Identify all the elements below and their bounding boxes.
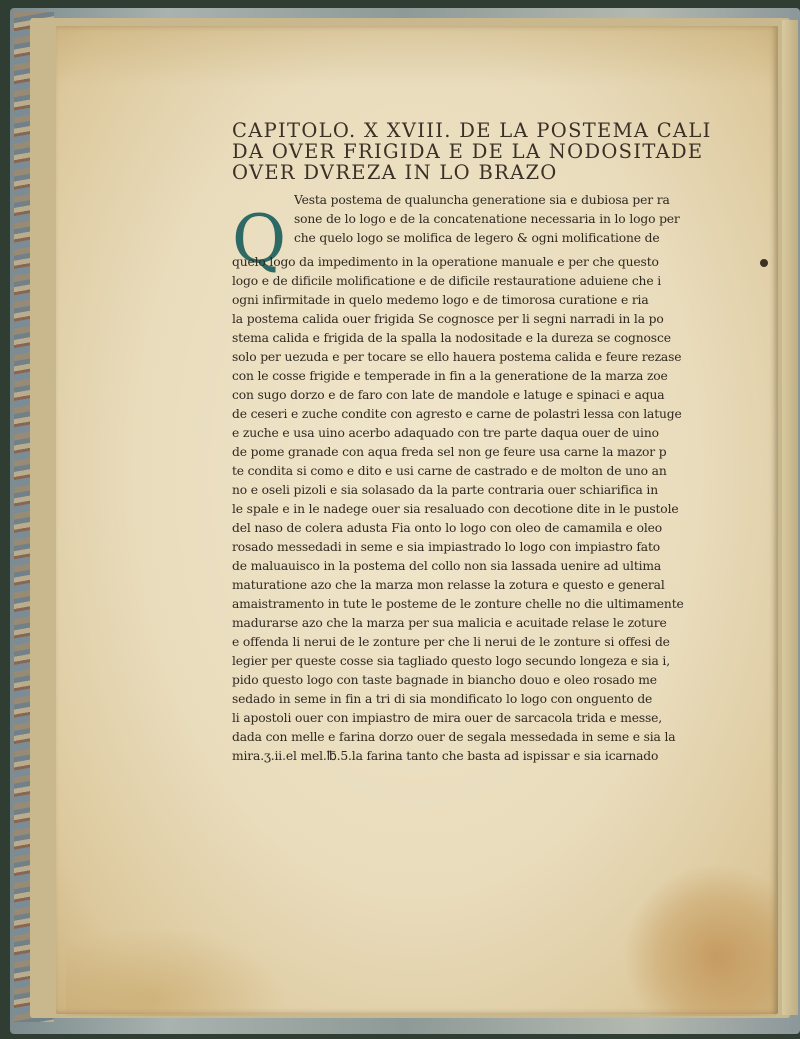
decorated-initial: Q <box>232 201 287 278</box>
text-line: sone de lo logo e de la concatenatione necessaria in lo logo per <box>294 212 680 226</box>
text-line: rosado messedadi in seme e sia impiastrado lo logo con impiastro fato <box>232 540 661 554</box>
text-line: amaistramento in tute le posteme de le zonture chelle no die ultimamente <box>232 597 684 611</box>
heading-line: CAPITOLO. X XVIII. DE LA POSTEMA CALI <box>232 119 712 142</box>
ink-blot <box>760 259 768 267</box>
text-line: con le cosse frigide e temperade in fin a la generatione de la marza zoe <box>232 369 668 383</box>
text-line: logo e de dificile molificatione e de dificile restauratione aduiene che i <box>232 274 661 288</box>
text-line: ogni infirmitade in quelo medemo logo e de timorosa curatione e ria <box>232 293 649 307</box>
text-line: legier per queste cosse sia tagliado questo logo secundo longeza e sia i, <box>232 654 670 668</box>
text-line: de pome granade con aqua freda sel non ge feure usa carne la mazor p <box>232 445 667 459</box>
text-line: le spale e in le nadege ouer sia resaluado con decotione dite in le pustole <box>232 502 679 516</box>
text-line: con sugo dorzo e de faro con late de mandole e latuge e spinaci e aqua <box>232 388 665 402</box>
heading-line: OVER DVREZA IN LO BRAZO <box>232 161 558 184</box>
text-line: dada con melle e farina dorzo ouer de segala messedada in seme e sia la <box>232 730 676 744</box>
manuscript-page <box>56 26 778 1014</box>
text-line: te condita si como e dito e usi carne de castrado e de molton de uno an <box>232 464 667 478</box>
water-stain-right <box>626 866 776 1016</box>
text-line: solo per uezuda e per tocare se ello hauera postema calida e feure rezase <box>232 350 682 364</box>
text-line: Vesta postema de qualuncha generatione sia e dubiosa per ra <box>294 193 670 207</box>
text-line: quelo logo da impedimento in la operatione manuale e per che questo <box>232 255 659 269</box>
text-line: maturatione azo che la marza mon relasse la zotura e questo e general <box>232 578 665 592</box>
water-stain-left <box>66 926 286 1016</box>
text-line: la postema calida ouer frigida Se cognosce per li segni narradi in la po <box>232 312 664 326</box>
text-line: madurarse azo che la marza per sua malicia e acuitade relase le zoture <box>232 616 667 630</box>
top-foxing <box>56 26 778 86</box>
text-line: che quelo logo se molifica de legero & ogni molificatione de <box>294 231 660 245</box>
chapter-heading <box>232 120 762 183</box>
text-line: no e oseli pizoli e sia solasado da la parte contraria ouer schiarifica in <box>232 483 658 497</box>
text-line: mira.ʒ.ii.el mel.℔.5.la farina tanto che basta ad ispissar e sia icarnado <box>232 749 659 763</box>
text-line: pido questo logo con taste bagnade in biancho douo e oleo rosado me <box>232 673 657 687</box>
text-line: stema calida e frigida de la spalla la nodositade e la dureza se cognosce <box>232 331 671 345</box>
text-line: li apostoli ouer con impiastro de mira ouer de sarcacola trida e messe, <box>232 711 663 725</box>
text-line: e zuche e usa uino acerbo adaquado con tre parte daqua ouer de uino <box>232 426 659 440</box>
text-line: de ceseri e zuche condite con agresto e carne de polastri lessa con latuge <box>232 407 682 421</box>
right-page-edge <box>782 20 798 1015</box>
text-line: sedado in seme in fin a tri di sia mondificato lo logo con onguento de <box>232 692 653 706</box>
text-line: e offenda li nerui de le zonture per che li nerui de le zonture si offesi de <box>232 635 670 649</box>
text-line: de maluauisco in la postema del collo non sia lassada uenire ad ultima <box>232 559 662 573</box>
heading-line: DA OVER FRIGIDA E DE LA NODOSITADE <box>232 140 704 163</box>
text-line: del naso de colera adusta Fia onto lo logo con oleo de camamila e oleo <box>232 521 662 535</box>
